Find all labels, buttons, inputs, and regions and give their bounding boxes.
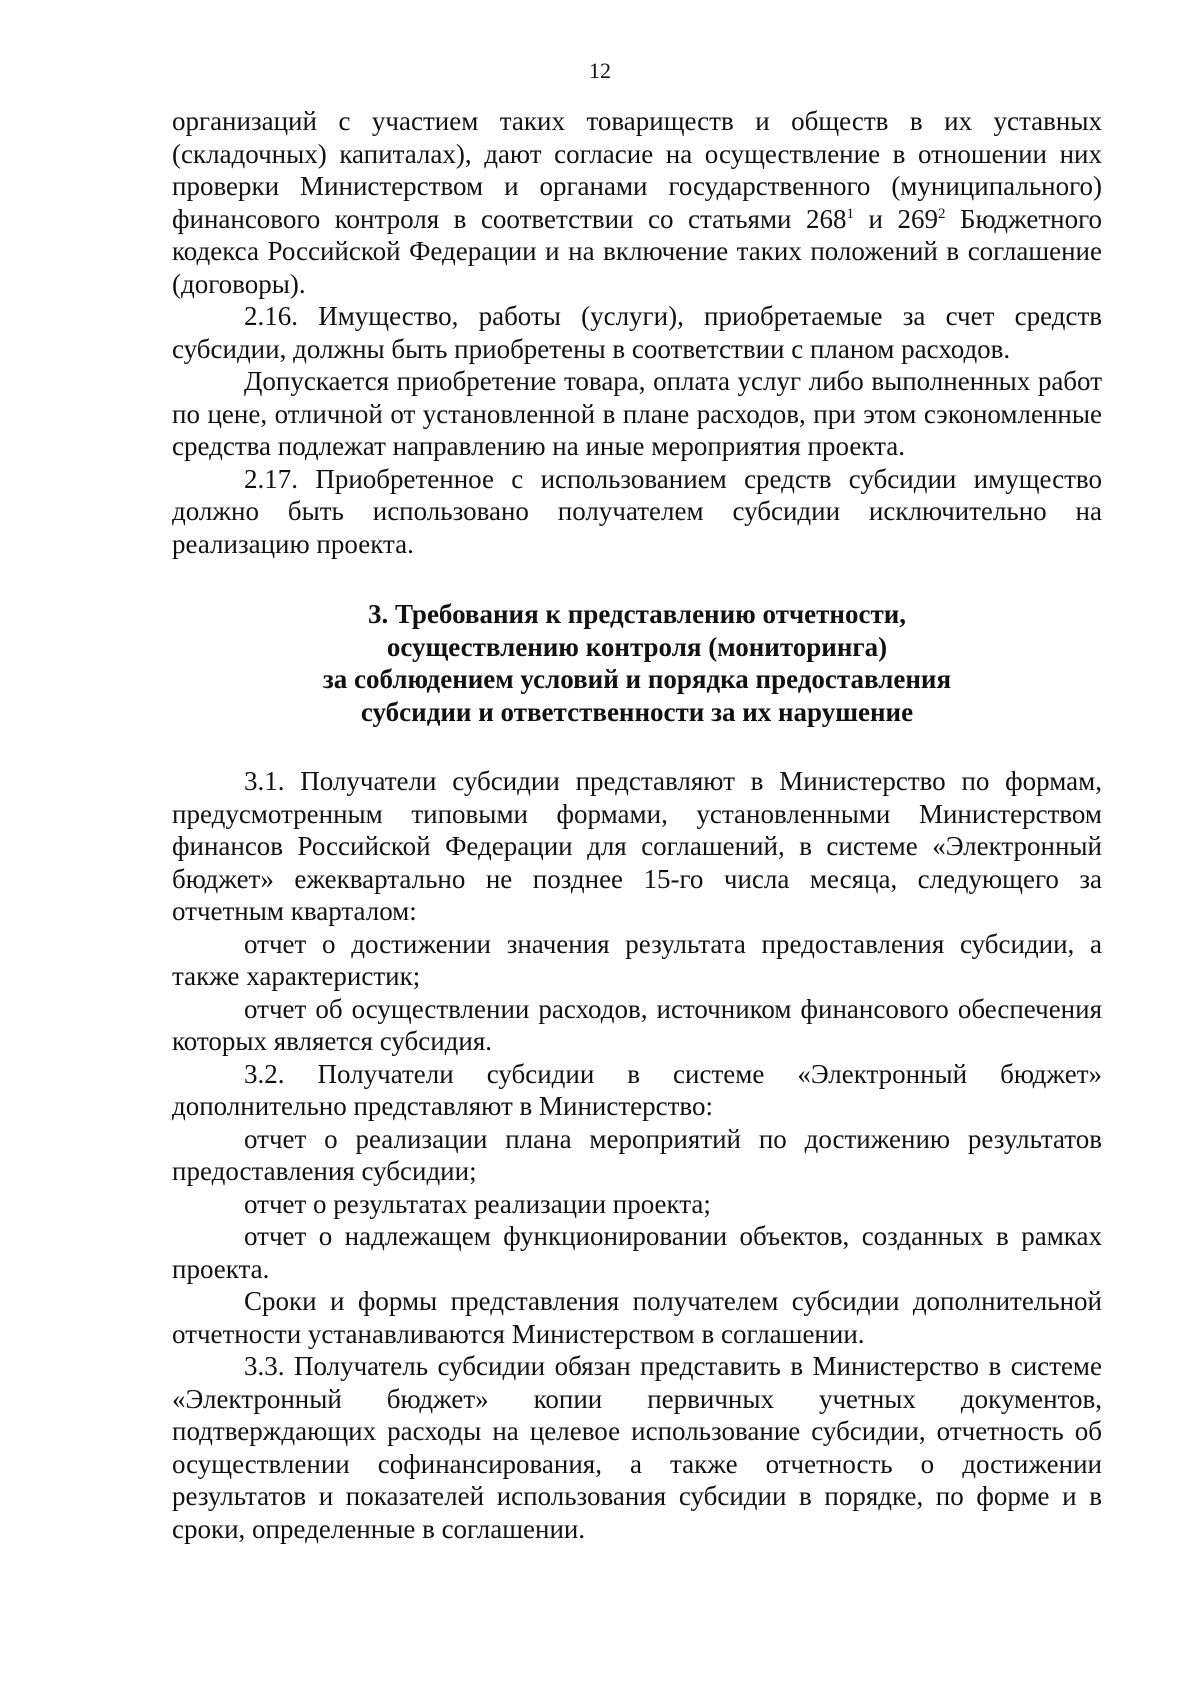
section-heading-line: 3. Требования к представлению отчетности, <box>367 599 907 629</box>
paragraph-continuation-part-a: организаций с участием таких товариществ и обществ в их уставных (складочных) капиталах), дают согласие на осуществление в отношении них проверки Министерством и органами государственного (муниципального) финансового контроля в соответствии со статьями 268 <box>172 106 1102 234</box>
section-heading <box>172 598 1102 728</box>
superscript-2: 2 <box>937 205 946 222</box>
section-heading-line: субсидии и ответственности за их нарушение <box>360 696 914 727</box>
paragraph-report-expenses: отчет об осуществлении расходов, источником финансового обеспечения которых является субсидия. <box>172 993 1102 1056</box>
paragraph-report-project-results: отчет о результатах реализации проекта; <box>244 1188 711 1219</box>
superscript-1: 1 <box>846 205 854 222</box>
page-number: 12 <box>589 58 611 83</box>
paragraph-2-16: 2.16. Имущество, работы (услуги), приобретаемые за счет средств субсидии, должны быть приобретены в соответствии с планом расходов. <box>172 301 1102 364</box>
paragraph-deadlines: Сроки и формы представления получателем субсидии дополнительной отчетности устанавливаются Министерством в соглашении. <box>172 1286 1102 1349</box>
document-body <box>172 105 1102 1545</box>
paragraph-continuation <box>172 105 1102 300</box>
paragraph-2-17: 2.17. Приобретенное с использованием средств субсидии имущество должно быть использовано получателем субсидии исключительно на реализацию проекта. <box>172 463 1102 559</box>
paragraph-report-plan: отчет о реализации плана мероприятий по достижению результатов предоставления субсидии; <box>172 1123 1102 1186</box>
paragraph-report-objects: отчет о надлежащем функционировании объектов, созданных в рамках проекта. <box>172 1221 1102 1284</box>
paragraph-continuation-part-b: и 269 <box>854 203 938 234</box>
section-heading-line: осуществлению контроля (мониторинга) <box>386 631 888 662</box>
paragraph-continuation-part-c: Бюджетного кодекса Российской Федерации и на включение таких положений в соглашение (договоры). <box>172 203 1102 299</box>
paragraph-report-result: отчет о достижении значения результата предоставления субсидии, а также характеристик; <box>172 928 1102 991</box>
section-heading-line: за соблюдением условий и порядка предоставления <box>322 664 952 694</box>
paragraph-3-2: 3.2. Получатели субсидии в системе «Электронный бюджет» дополнительно представляют в Министерство: <box>172 1058 1102 1121</box>
paragraph-3-3: 3.3. Получатель субсидии обязан представить в Министерство в системе «Электронный бюджет» копии первичных учетных документов, подтверждающих расходы на целевое использование субсидии, отчетность об осуществлении софинансирования, а также отчетность о достижении результатов и показателей использования субсидии в порядке, по форме и в сроки, определенные в соглашении. <box>172 1351 1102 1544</box>
paragraph-3-1: 3.1. Получатели субсидии представляют в Министерство по формам, предусмотренным типовыми формами, установленными Министерством финансов Российской Федерации для соглашений, в системе «Электронный бюджет» ежеквартально не позднее 15-го числа месяца, следующего за отчетным кварталом: <box>172 766 1102 926</box>
paragraph-purchase-price: Допускается приобретение товара, оплата услуг либо выполненных работ по цене, отличной от установленной в плане расходов, при этом сэкономленные средства подлежат направлению на иные мероприятия проекта. <box>172 366 1102 461</box>
